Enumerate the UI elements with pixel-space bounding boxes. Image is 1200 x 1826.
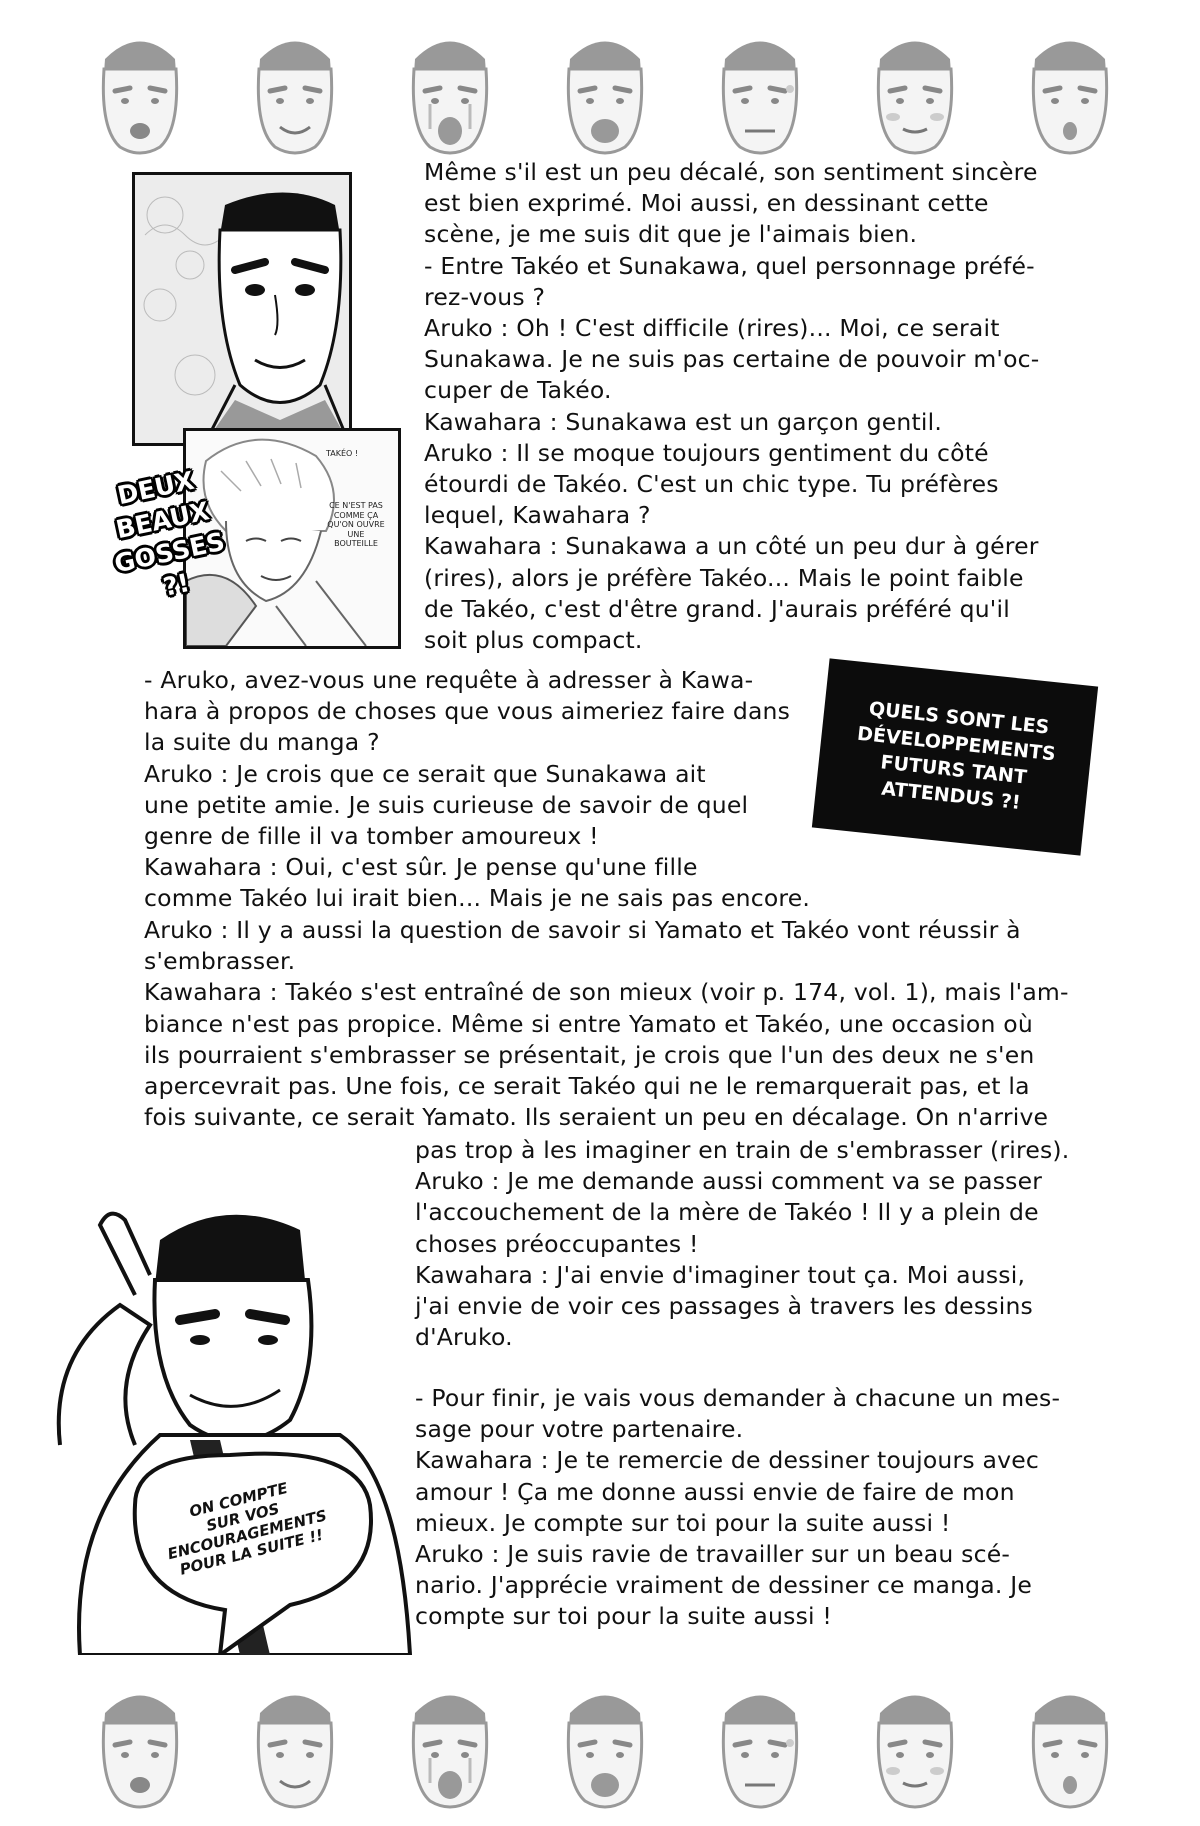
text-line: comme Takéo lui irait bien... Mais je ne sais pas encore. [144, 884, 811, 913]
text-line: Sunakawa. Je ne suis pas certaine de pouvoir m'oc- [424, 345, 1040, 374]
smiling-face-icon [245, 19, 345, 159]
top-face-row [90, 14, 1120, 164]
text-line: Kawahara : Sunakawa est un garçon gentil. [424, 407, 943, 436]
text-line: soit plus compact. [424, 626, 643, 655]
text-line: s'embrasser. [144, 947, 296, 976]
text-line: - Aruko, avez-vous une requête à adresser à Kawa- [144, 666, 754, 694]
interview-block-1 [424, 157, 1104, 656]
text-line: l'accouchement de la mère de Takéo ! Il y a plein de [415, 1198, 1039, 1227]
text-line: sage pour votre partenaire. [415, 1415, 744, 1444]
text-line: nario. J'apprécie vraiment de dessiner ce manga. Je [415, 1571, 1033, 1600]
text-line: Kawahara : Takéo s'est entraîné de son mieux (voir p. 174, vol. 1), mais l'am- [144, 978, 1069, 1007]
text-line: Aruko : Il y a aussi la question de savoir si Yamato et Takéo vont réussir à [144, 916, 1021, 944]
text-line: Kawahara : Oui, c'est sûr. Je pense qu'une fille [144, 853, 698, 882]
angry-face-icon [90, 1673, 190, 1813]
text-line: j'ai envie de voir ces passages à travers les dessins [415, 1292, 1033, 1321]
text-line: pas trop à les imaginer en train de s'embrasser (rires). [415, 1136, 1070, 1164]
blushing-face-icon [865, 19, 965, 159]
crying-face-icon [400, 1673, 500, 1813]
interview-block-5 [415, 1383, 1105, 1633]
bottom-face-row [90, 1668, 1120, 1818]
angry-face-icon [90, 19, 190, 159]
text-line: amour ! Ça me donne aussi envie de faire de mon [415, 1477, 1015, 1506]
surprised-face-icon [1020, 1673, 1120, 1813]
text-line: (rires), alors je préfère Takéo... Mais le point faible [424, 563, 1024, 592]
text-line: hara à propos de choses que vous aimeriez faire dans [144, 697, 791, 726]
takeo-portrait-panel [132, 172, 352, 446]
text-line: Aruko : Je me demande aussi comment va se passer [415, 1167, 1043, 1196]
text-line: - Pour finir, je vais vous demander à chacune un mes- [415, 1384, 1061, 1412]
developpements-caption-box: QUELS SONT LES DÉVELOPPEMENTS FUTURS TANT ATTENDUS ?! [812, 658, 1098, 855]
saluting-takeo-illustration [40, 1185, 440, 1655]
text-line: fois suivante, ce serait Yamato. Ils seraient un peu en décalage. On n'arrive [144, 1103, 1049, 1132]
text-line: Kawahara : Je te remercie de dessiner toujours avec [415, 1446, 1039, 1475]
text-line: rez-vous ? [424, 282, 546, 311]
takeo-portrait-illustration [135, 175, 349, 443]
text-line: biance n'est pas propice. Même si entre Yamato et Takéo, une occasion où [144, 1009, 1033, 1038]
takeo-call-text: TAKÉO ! [326, 449, 359, 458]
sweating-face-icon [710, 1673, 810, 1813]
text-line: scène, je me suis dit que je l'aimais bien. [424, 220, 918, 249]
crying-face-icon [400, 19, 500, 159]
text-line: une petite amie. Je suis curieuse de savoir de quel [144, 790, 749, 819]
text-line: étourdi de Takéo. C'est un chic type. Tu préfères [424, 470, 999, 499]
smiling-face-icon [245, 1673, 345, 1813]
text-line: compte sur toi pour la suite aussi ! [415, 1602, 833, 1631]
text-line: Aruko : Il se moque toujours gentiment du côté [424, 438, 989, 467]
shouting-face-icon [555, 1673, 655, 1813]
text-line: mieux. Je compte sur toi pour la suite aussi ! [415, 1508, 951, 1537]
text-line: Même s'il est un peu décalé, son sentiment sincère [424, 158, 1038, 186]
bottle-remark-text: CE N'EST PAS COMME ÇA QU'ON OUVRE UNE BOUTEILLE [327, 501, 385, 548]
text-line: de Takéo, c'est d'être grand. J'aurais préféré qu'il [424, 594, 1010, 623]
text-line: la suite du manga ? [144, 728, 380, 757]
text-line: choses préoccupantes ! [415, 1229, 699, 1258]
text-line: est bien exprimé. Moi aussi, en dessinant cette [424, 189, 989, 218]
interview-block-3 [144, 915, 1104, 1133]
text-line: Aruko : Oh ! C'est difficile (rires)... Moi, ce serait [424, 314, 1000, 343]
text-line: apercevrait pas. Une fois, ce serait Takéo qui ne le remarquerait pas, et la [144, 1072, 1030, 1101]
surprised-face-icon [1020, 19, 1120, 159]
shouting-face-icon [555, 19, 655, 159]
text-line: Kawahara : Sunakawa a un côté un peu dur à gérer [424, 532, 1039, 561]
text-line: d'Aruko. [415, 1323, 513, 1352]
text-line: Aruko : Je suis ravie de travailler sur un beau scé- [415, 1540, 1011, 1569]
text-line: Aruko : Je crois que ce serait que Sunakawa ait [144, 759, 706, 788]
text-line: Kawahara : J'ai envie d'imaginer tout ça. Moi aussi, [415, 1260, 1026, 1289]
interview-block-2 [144, 665, 834, 915]
text-line: cuper de Takéo. [424, 376, 612, 405]
text-line: ils pourraient s'embrasser se présentait, je crois que l'un des deux ne s'en [144, 1040, 1035, 1069]
text-line: genre de fille il va tomber amoureux ! [144, 822, 599, 851]
text-line: lequel, Kawahara ? [424, 501, 651, 530]
sweating-face-icon [710, 19, 810, 159]
speech-bubble-text: ON COMPTE SUR VOS ENCOURAGEMENTS POUR LA SUITE !! [165, 1478, 329, 1579]
interview-block-4 [415, 1135, 1105, 1353]
deux-beaux-gosses-caption: DEUX BEAUX GOSSES ?! [111, 465, 228, 602]
blushing-face-icon [865, 1673, 965, 1813]
text-line: - Entre Takéo et Sunakawa, quel personnage préfé- [424, 251, 1035, 280]
